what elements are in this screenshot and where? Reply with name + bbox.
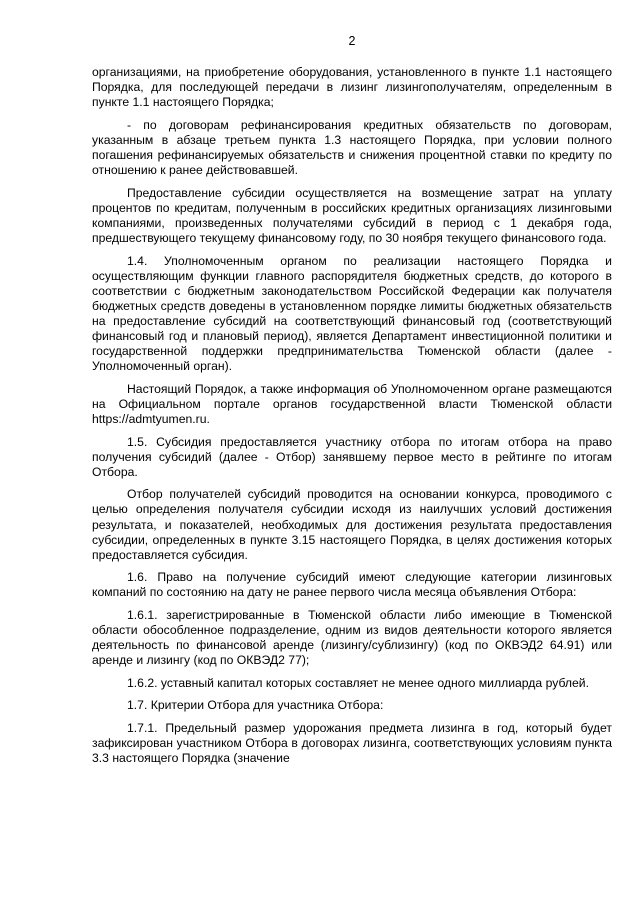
- paragraph: Настоящий Порядок, а также информация об Уполномоченном органе размещаются на Официальном портале органов государственной власти Тюменской области https://admtyumen.ru.: [92, 381, 612, 426]
- paragraph: 1.7. Критерии Отбора для участника Отбора:: [127, 698, 384, 713]
- paragraph: 1.6.2. уставный капитал которых составляет не менее одного миллиарда рублей.: [127, 675, 589, 690]
- page-number: 2: [348, 34, 356, 48]
- paragraph: 1.6.1. зарегистрированные в Тюменской области либо имеющие в Тюменской области обособленное подразделение, одним из видов деятельности которого является деятельность по финансовой аренде (лизингу/сублизингу) (код по ОКВЭД2 64.91) или аренде и лизингу (код по ОКВЭД2 77);: [92, 608, 612, 668]
- paragraph: - по договорам рефинансирования кредитных обязательств по договорам, указанным в абзаце третьем пункта 1.3 настоящего Порядка, при условии полного погашения рефинансируемых обязательств и снижения процентной ставки по кредиту по отношению к ранее действовавшей.: [92, 117, 612, 178]
- paragraph: Отбор получателей субсидий проводится на основании конкурса, проводимого с целью определения получателя субсидии исходя из наилучших условий достижения результата, и показателей, необходимых для достижения результата предоставления субсидии, определенных в пункте 3.15 настоящего Порядка, в целях достижения которых предоставляется субсидия.: [92, 487, 612, 562]
- paragraph: 1.6. Право на получение субсидий имеют следующие категории лизинговых компаний по состоянию на дату не ранее первого числа месяца объявления Отбора:: [92, 570, 612, 600]
- paragraph: 1.5. Субсидия предоставляется участнику отбора по итогам отбора на право получения субсидий (далее - Отбор) занявшему первое место в рейтинге по итогам Отбора.: [92, 434, 612, 479]
- paragraph: организациями, на приобретение оборудования, установленного в пункте 1.1 настоящего Порядка, для последующей передачи в лизинг лизингополучателям, определенным в пункте 1.1 настоящего Порядка;: [92, 65, 612, 110]
- paragraph: Предоставление субсидии осуществляется на возмещение затрат на уплату процентов по кредитам, полученным в российских кредитных организациях лизинговыми компаниями, произведенных получателями субсидий в период с 1 декабря года, предшествующего текущему финансовому году, по 30 ноября текущего финансового года.: [92, 185, 612, 245]
- paragraph: 1.4. Уполномоченным органом по реализации настоящего Порядка и осуществляющим функции главного распорядителя бюджетных средств, до которого в соответствии с бюджетным законодательством Российской Федерации как получателя бюджетных средств доведены в установленном порядке лимиты бюджетных обязательств на предоставление субсидий на соответствующий финансовый год (соответствующий финансовый год и плановый период), является Департамент инвестиционной политики и государственной поддержки предпринимательства Тюменской области (далее - Уполномоченный орган).: [92, 253, 612, 374]
- paragraph: 1.7.1. Предельный размер удорожания предмета лизинга в год, который будет зафиксирован участником Отбора в договорах лизинга, соответствующих условиям пункта 3.3 настоящего Порядка (значение: [92, 721, 612, 766]
